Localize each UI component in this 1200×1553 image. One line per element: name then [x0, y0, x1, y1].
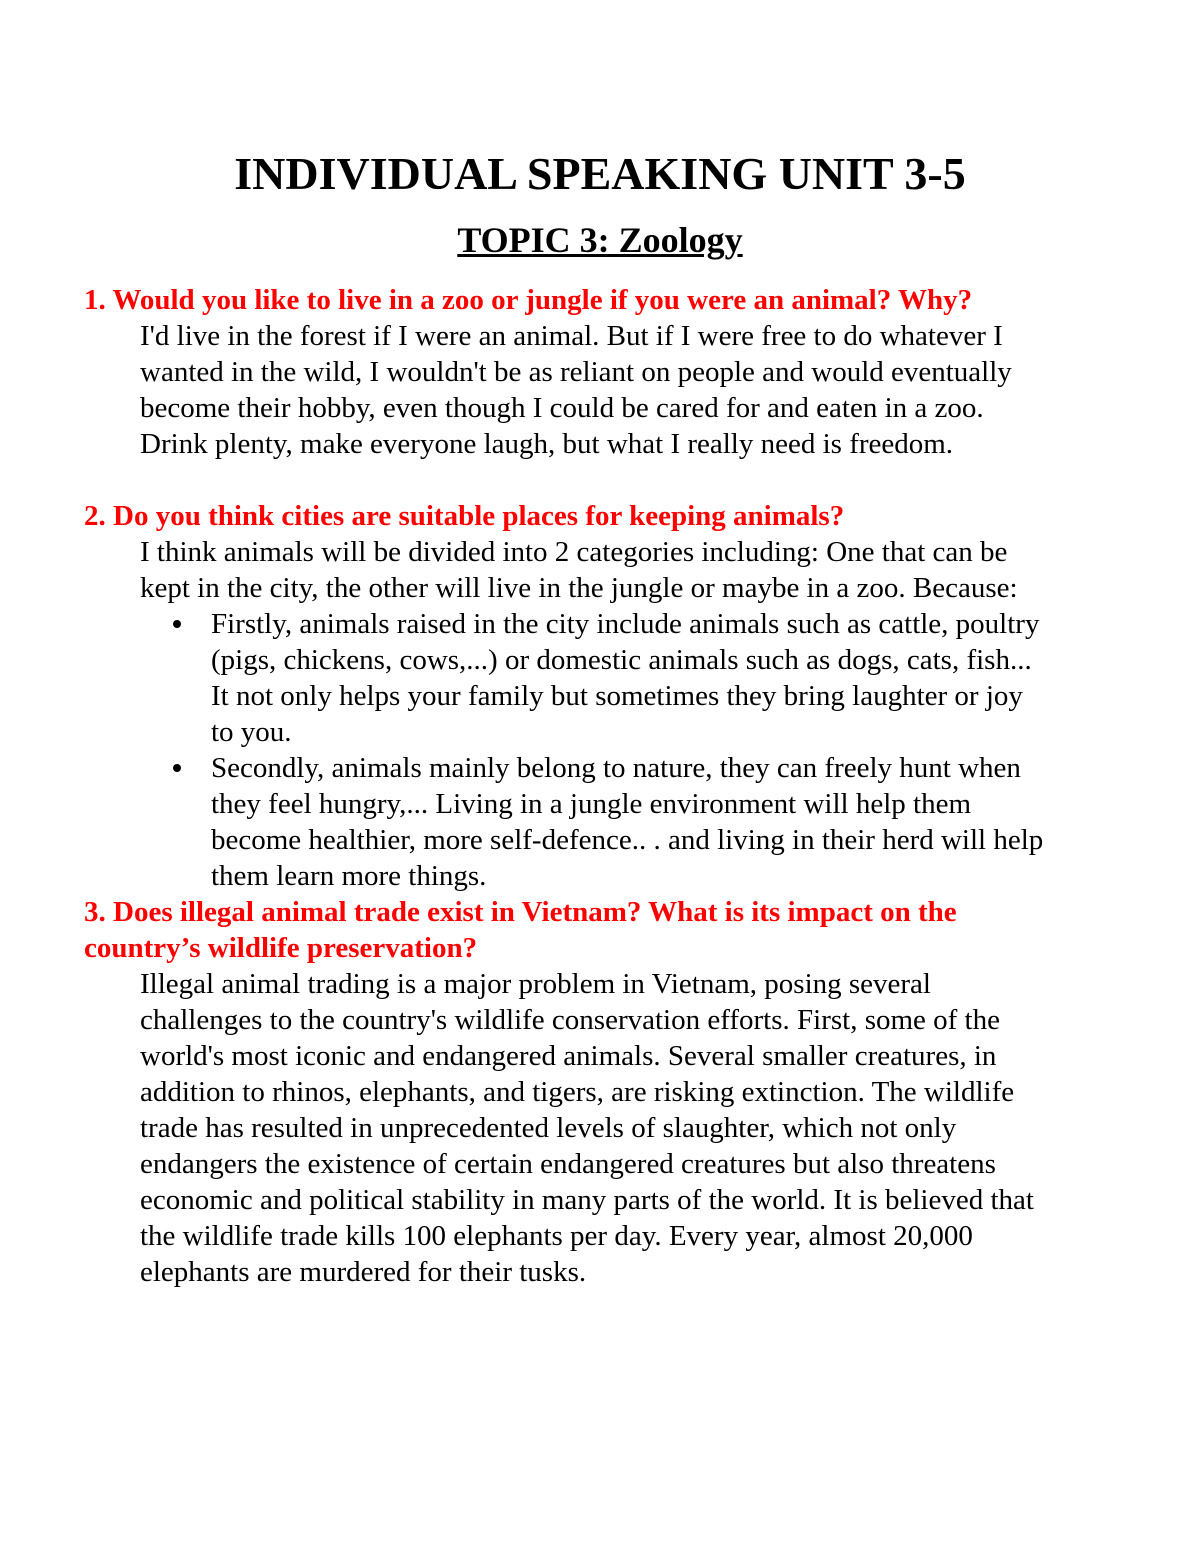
bullet-line: become healthier, more self-defence.. . and living in their herd will help — [211, 824, 1044, 856]
answer-2-bullet-list — [140, 606, 1130, 894]
answer-3-line: addition to rhinos, elephants, and tigers, are risking extinction. The wildlife — [140, 1076, 1015, 1108]
answer-3-line: economic and political stability in many parts of the world. It is believed that — [140, 1184, 1034, 1216]
question-2: 2. Do you think cities are suitable places for keeping animals? — [84, 500, 845, 532]
bullet-item — [140, 750, 1130, 894]
bullet-item — [140, 606, 1130, 750]
question-1: 1. Would you like to live in a zoo or jungle if you were an animal? Why? — [84, 284, 973, 316]
bullet-line: them learn more things. — [211, 860, 487, 892]
question-3-line: 3. Does illegal animal trade exist in Vietnam? What is its impact on the — [84, 896, 957, 928]
document-title: INDIVIDUAL SPEAKING UNIT 3-5 — [234, 148, 966, 199]
bullet-line: It not only helps your family but sometimes they bring laughter or joy — [211, 680, 1023, 712]
bullet-dot-icon — [173, 764, 181, 772]
bullet-dot-icon — [173, 620, 181, 628]
answer-3-line: endangers the existence of certain endangered creatures but also threatens — [140, 1148, 996, 1180]
answer-1-line: wanted in the wild, I wouldn't be as reliant on people and would eventually — [140, 356, 1012, 388]
answer-1 — [140, 318, 1130, 462]
answer-1-line: become their hobby, even though I could be cared for and eaten in a zoo. — [140, 392, 984, 424]
answer-3-line: the wildlife trade kills 100 elephants per day. Every year, almost 20,000 — [140, 1220, 973, 1252]
bullet-line: to you. — [211, 716, 292, 748]
answer-1-line: Drink plenty, make everyone laugh, but what I really need is freedom. — [140, 428, 954, 460]
question-3 — [84, 894, 1134, 966]
bullet-line: (pigs, chickens, cows,...) or domestic animals such as dogs, cats, fish... — [211, 644, 1032, 676]
answer-1-line: I'd live in the forest if I were an animal. But if I were free to do whatever I — [140, 320, 1003, 352]
answer-3-line: trade has resulted in unprecedented levels of slaughter, which not only — [140, 1112, 957, 1144]
topic-heading: TOPIC 3: Zoology — [457, 220, 743, 260]
answer-3 — [140, 966, 1130, 1290]
answer-3-line: challenges to the country's wildlife conservation efforts. First, some of the — [140, 1004, 1000, 1036]
answer-2-intro — [140, 534, 1130, 606]
question-3-line: country’s wildlife preservation? — [84, 932, 478, 964]
answer-3-line: world's most iconic and endangered animals. Several smaller creatures, in — [140, 1040, 997, 1072]
answer-3-line: elephants are murdered for their tusks. — [140, 1256, 587, 1288]
answer-3-line: Illegal animal trading is a major problem in Vietnam, posing several — [140, 968, 931, 1000]
bullet-line: Secondly, animals mainly belong to nature, they can freely hunt when — [211, 752, 1021, 784]
answer-2-line: kept in the city, the other will live in the jungle or maybe in a zoo. Because: — [140, 572, 1018, 604]
bullet-line: Firstly, animals raised in the city include animals such as cattle, poultry — [211, 608, 1040, 640]
answer-2-line: I think animals will be divided into 2 categories including: One that can be — [140, 536, 1008, 568]
bullet-line: they feel hungry,... Living in a jungle environment will help them — [211, 788, 972, 820]
